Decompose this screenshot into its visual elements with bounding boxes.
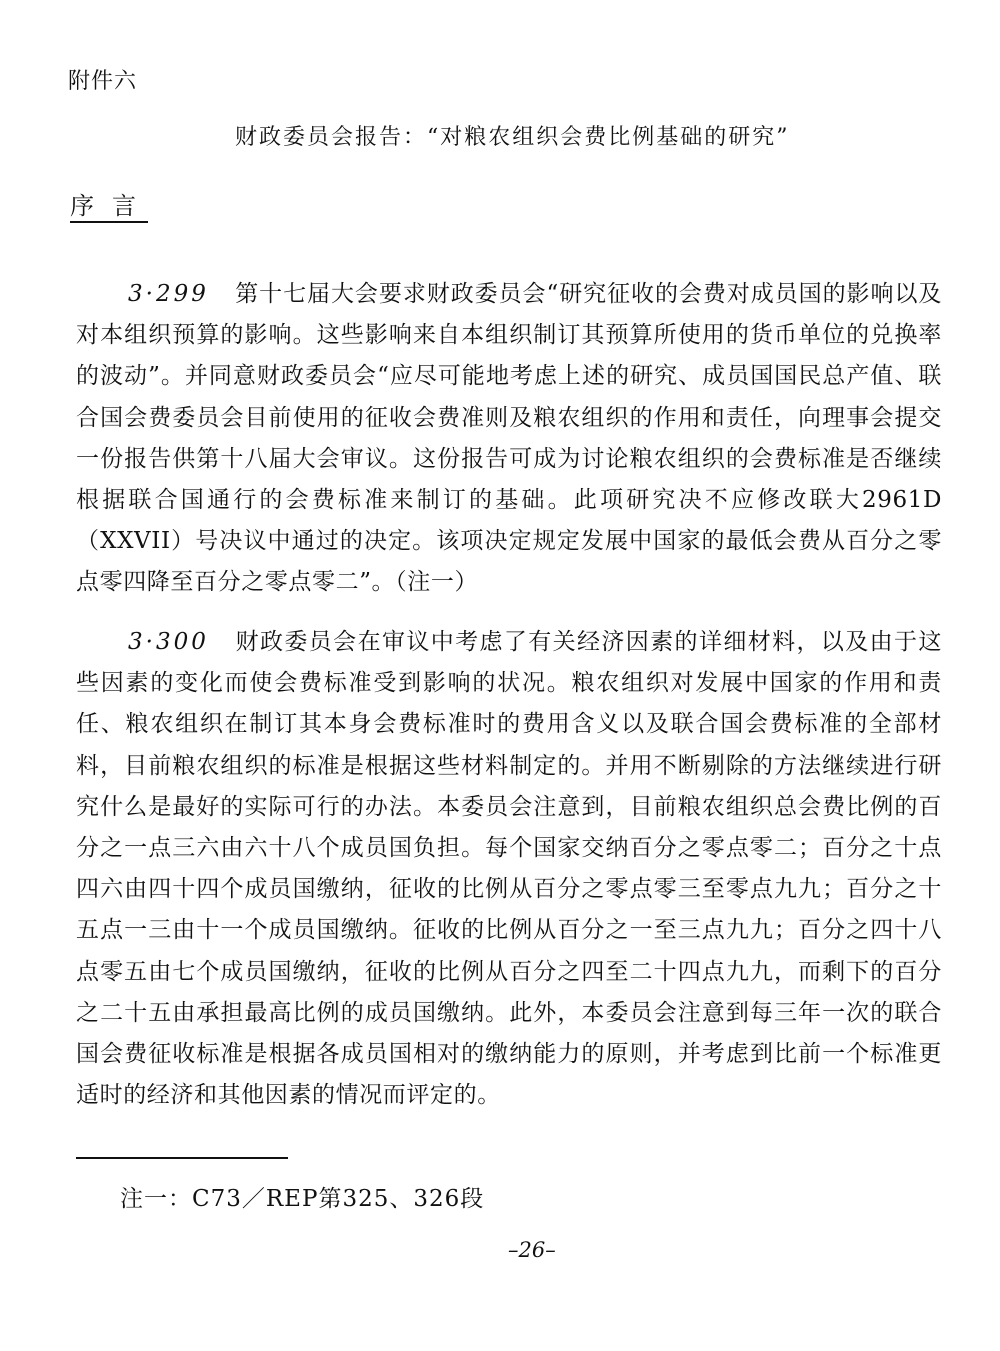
footnote: 注一：C73／REP第325、326段 [120, 1186, 485, 1212]
paragraph-number: 3·300 [128, 629, 209, 655]
paragraph-number: 3·299 [128, 281, 209, 307]
page-number: –26– [508, 1238, 556, 1262]
annex-label: 附件六 [68, 69, 138, 94]
paragraph-text: 财政委员会在审议中考虑了有关经济因素的详细材料，以及由于这些因素的变化而使会费标准受到影响的状况。粮农组织对发展中国家的作用和责任、粮农组织在制订其本身会费标准时的费用含义以及联合国会费标准的全部材料，目前粮农组织的标准是根据这些材料制定的。并用不断剔除的方法继续进行研究什么是最好的实际可行的办法。本委员会注意到，目前粮农组织总会费比例的百分之一点三六由六十八个成员国负担。每个国家交纳百分之零点零二；百分之十点四六由四十四个成员国缴纳，征收的比例从百分之零点零三至零点九九；百分之十五点一三由十一个成员国缴纳。征收的比例从百分之一至三点九九；百分之四十八点零五由七个成员国缴纳，征收的比例从百分之四至二十四点九九，而剩下的百分之二十五由承担最高比例的成员国缴纳。此外，本委员会注意到每三年一次的联合国会费征收标准是根据各成员国相对的缴纳能力的原则，并考虑到比前一个标准更适时的经济和其他因素的情况而评定的。 [76, 629, 942, 1109]
heading-underline [70, 221, 148, 223]
paragraph-text: 第十七届大会要求财政委员会“研究征收的会费对成员国的影响以及对本组织预算的影响。这些影响来自本组织制订其预算所使用的货币单位的兑换率的波动”。并同意财政委员会“应尽可能地考虑上述的研究、成员国国民总产值、联合国会费委员会目前使用的征收会费准则及粮农组织的作用和责任，向理事会提交一份报告供第十八届大会审议。这份报告可成为讨论粮农组织的会费标准是否继续根据联合国通行的会费标准来制订的基础。此项研究决不应修改联大2961D（XXVII）号决议中通过的决定。该项决定规定发展中国家的最低会费从百分之零点零四降至百分之零点零二”。（注一） [76, 281, 942, 596]
document-title: 财政委员会报告：“对粮农组织会费比例基础的研究” [235, 125, 790, 150]
section-heading: 序言 [70, 192, 154, 220]
footnote-divider [76, 1157, 288, 1159]
paragraph-3-299 [76, 274, 942, 604]
paragraph-3-300 [76, 622, 942, 1116]
